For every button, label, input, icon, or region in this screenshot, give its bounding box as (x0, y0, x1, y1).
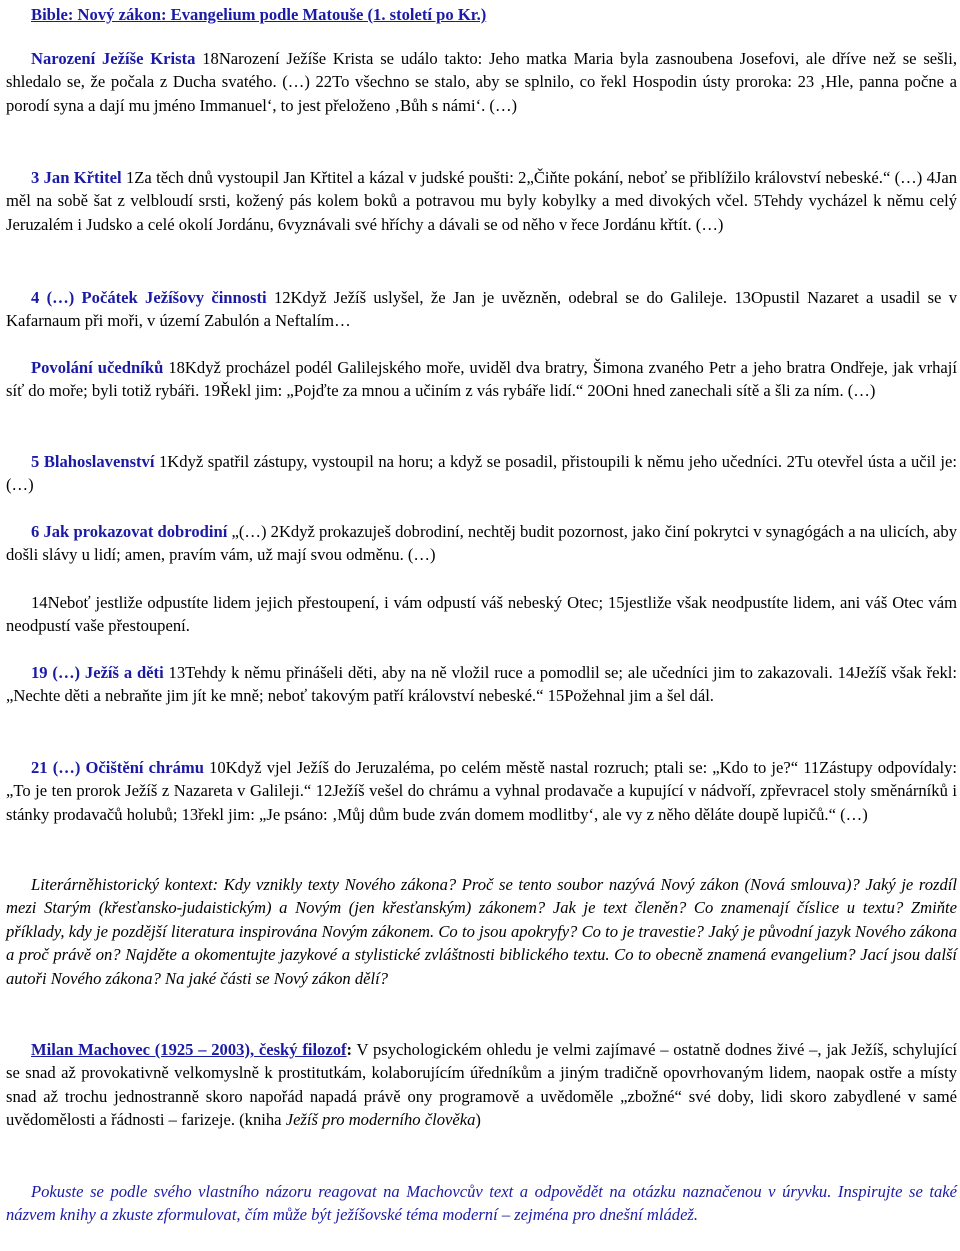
text-children: 13Tehdy k němu přinášeli děti, aby na ně vložil ruce a pomodlil se; ale učedníci jim to zakazovali. 14Ježíš však řekl: „Nechte děti a nebraňte jim jít ke mně; neboť takovým patří království nebeské.“ 15Požehnal jim a šel dál. (6, 663, 957, 706)
text-john-baptist: 1Za těch dnů vystoupil Jan Křtitel a kázal v judské poušti: 2„Čiňte pokání, neboť se přiblížilo království nebeské.“ (…) 4Jan měl na sobě šat z velbloudí srsti, kožený pás kolem boků a potravou mu byly kobylky a med divokých včel. 5Tehdy vycházel k němu celý Jeruzalém i Judsko a celé okolí Jordánu, 6vyznávali své hříchy a dávali se od něho v řece Jordánu křtít. (…) (6, 168, 958, 234)
text-machovec-end: ) (475, 1110, 481, 1130)
text-charity: „(…) 2Když prokazuješ dobrodiní, nechtěj budit pozornost, jako činí pokrytci v synagógách a na ulicích, aby došli slávy u lidí; amen, pravím vám, už mají svou odměnu. (…) (6, 522, 957, 565)
text-temple: 10Když vjel Ježíš do Jeruzaléma, po celém městě nastal rozruch; ptali se: „Kdo to je?“ 11Zástupy odpovídaly: „To je ten prorok Ježíš z Nazareta v Galileji.“ 12Ježíš vešel do chrámu a vyhnal prodavače a kupující v nádvoří, zpřevracel stoly směnárníků i stánky prodavačů holubů; 13řekl jim: „Je psáno: ‚Můj dům bude zván domem modlitby‘, ale vy z něho děláte doupě lupičů.“ (…) (6, 758, 958, 824)
heading-john-baptist: 3 Jan Křtitel (31, 168, 122, 187)
heading-disciples: Povolání učedníků (31, 358, 164, 377)
paragraph-children (6, 661, 957, 708)
heading-charity: 6 Jak prokazovat dobrodiní (31, 522, 228, 541)
text-literary-context: Literárněhistorický kontext: Kdy vznikly texty Nového zákona? Proč se tento soubor nazývá Nový zákon (Nová smlouva)? Jaký je rozdíl mezi Starým (křesťansko-judaistickým) a Novým (jen křesťanským) zákonem? Jak je text členěn? Co znamenají číslice u textu? Zmiňte příklady, kdy je pozdější literatura inspirována Novým zákonem. Co to jsou apokryfy? Co to je travestie? Jaký je původní jazyk Nového zákona a proč právě on? Najděte a okomentujte jazykové a stylistické zvláštnosti biblického textu. Co to obecně znamená evangelium? Jací jsou další autoři Nového zákona? Na jaké části se Nový zákon dělí? (6, 875, 957, 988)
paragraph-charity (6, 520, 957, 567)
text-beatitudes: 1Když spatřil zástupy, vystoupil na horu; a když se posadil, přistoupili k němu jeho učedníci. 2Tu otevřel ústa a učil je: (…) (6, 452, 957, 495)
text-birth: 18Narození Ježíše Krista se událo takto: Jeho matka Maria byla zasnoubena Josefovi, ale dříve než se sešli, shledalo se, že počala z Ducha svatého. (…) 22To všechno se stalo, aby se splnilo, co řekl Hospodin ústy proroka: 23 ‚Hle, panna počne a porodí syna a dají mu jméno Immanuel‘, to jest přeloženo ‚Bůh s námi‘. (…) (6, 49, 957, 115)
paragraph-john-baptist (6, 166, 957, 236)
heading-children: 19 (…) Ježíš a děti (31, 663, 164, 682)
heading-machovec[interactable]: Milan Machovec (1925 – 2003), český filozof (31, 1040, 347, 1059)
paragraph-beatitudes (6, 450, 957, 497)
paragraph-forgiveness (6, 591, 957, 638)
paragraph-machovec (6, 1038, 957, 1132)
paragraph-temple (6, 756, 957, 826)
heading-temple: 21 (…) Očištění chrámu (31, 758, 204, 777)
text-ministry-start: 12Když Ježíš uslyšel, že Jan je uvězněn, odebral se do Galileje. 13Opustil Nazaret a usadil se v Kafarnaum při moři, v území Zabulón a Neftalím… (6, 288, 957, 331)
document-title[interactable]: Bible: Nový zákon: Evangelium podle Matouše (1. století po Kr.) (31, 5, 487, 24)
machovec-colon: : (346, 1040, 353, 1059)
heading-birth: Narození Ježíše Krista (31, 49, 196, 68)
paragraph-ministry-start (6, 286, 957, 333)
heading-ministry-start: 4 (…) Počátek Ježíšovy činnosti (31, 288, 267, 307)
paragraph-birth (6, 47, 957, 117)
book-title: Ježíš pro moderního člověka (285, 1110, 476, 1130)
text-disciples: 18Když procházel podél Galilejského moře, uviděl dva bratry, Šimona zvaného Petr a jeho bratra Ondřeje, jak vrhají síť do moře; byli totiž rybáři. 19Řekl jim: „Pojďte za mnou a učiním z vás rybáře lidí.“ 20Oni hned zanechali sítě a šli za ním. (…) (6, 358, 957, 401)
heading-beatitudes: 5 Blahoslavenství (31, 452, 155, 471)
paragraph-disciples (6, 356, 957, 403)
paragraph-task (6, 1180, 957, 1227)
text-forgiveness: 14Neboť jestliže odpustíte lidem jejich přestoupení, i vám odpustí váš nebeský Otec; 15jestliže však neodpustíte lidem, ani váš Otec vám neodpustí vaše přestoupení. (6, 593, 957, 636)
text-task: Pokuste se podle svého vlastního názoru reagovat na Machovcův text a odpovědět na otázku naznačenou v úryvku. Inspirujte se také názvem knihy a zkuste zformulovat, čím může být ježíšovské téma moderní – zejména pro dnešní mládež. (6, 1182, 957, 1225)
paragraph-literary-context (6, 873, 957, 990)
text-machovec: V psychologickém ohledu je velmi zajímavé – ostatně dodnes živé –, jak Ježíš, schylující se snad až provokativně velkomyslně k prostitutkám, kolaborujícím úředníkům a jiným tradičně opovrhovaným lidem, naopak ostře a místy snad až trochu jednostranně skoro napořád napadá právě ony programově a uvědoměle „zbožné“ své doby, lidi skoro zabydlené v samé uvědomělosti a řádnosti – farizeje. (kniha (6, 1040, 957, 1130)
